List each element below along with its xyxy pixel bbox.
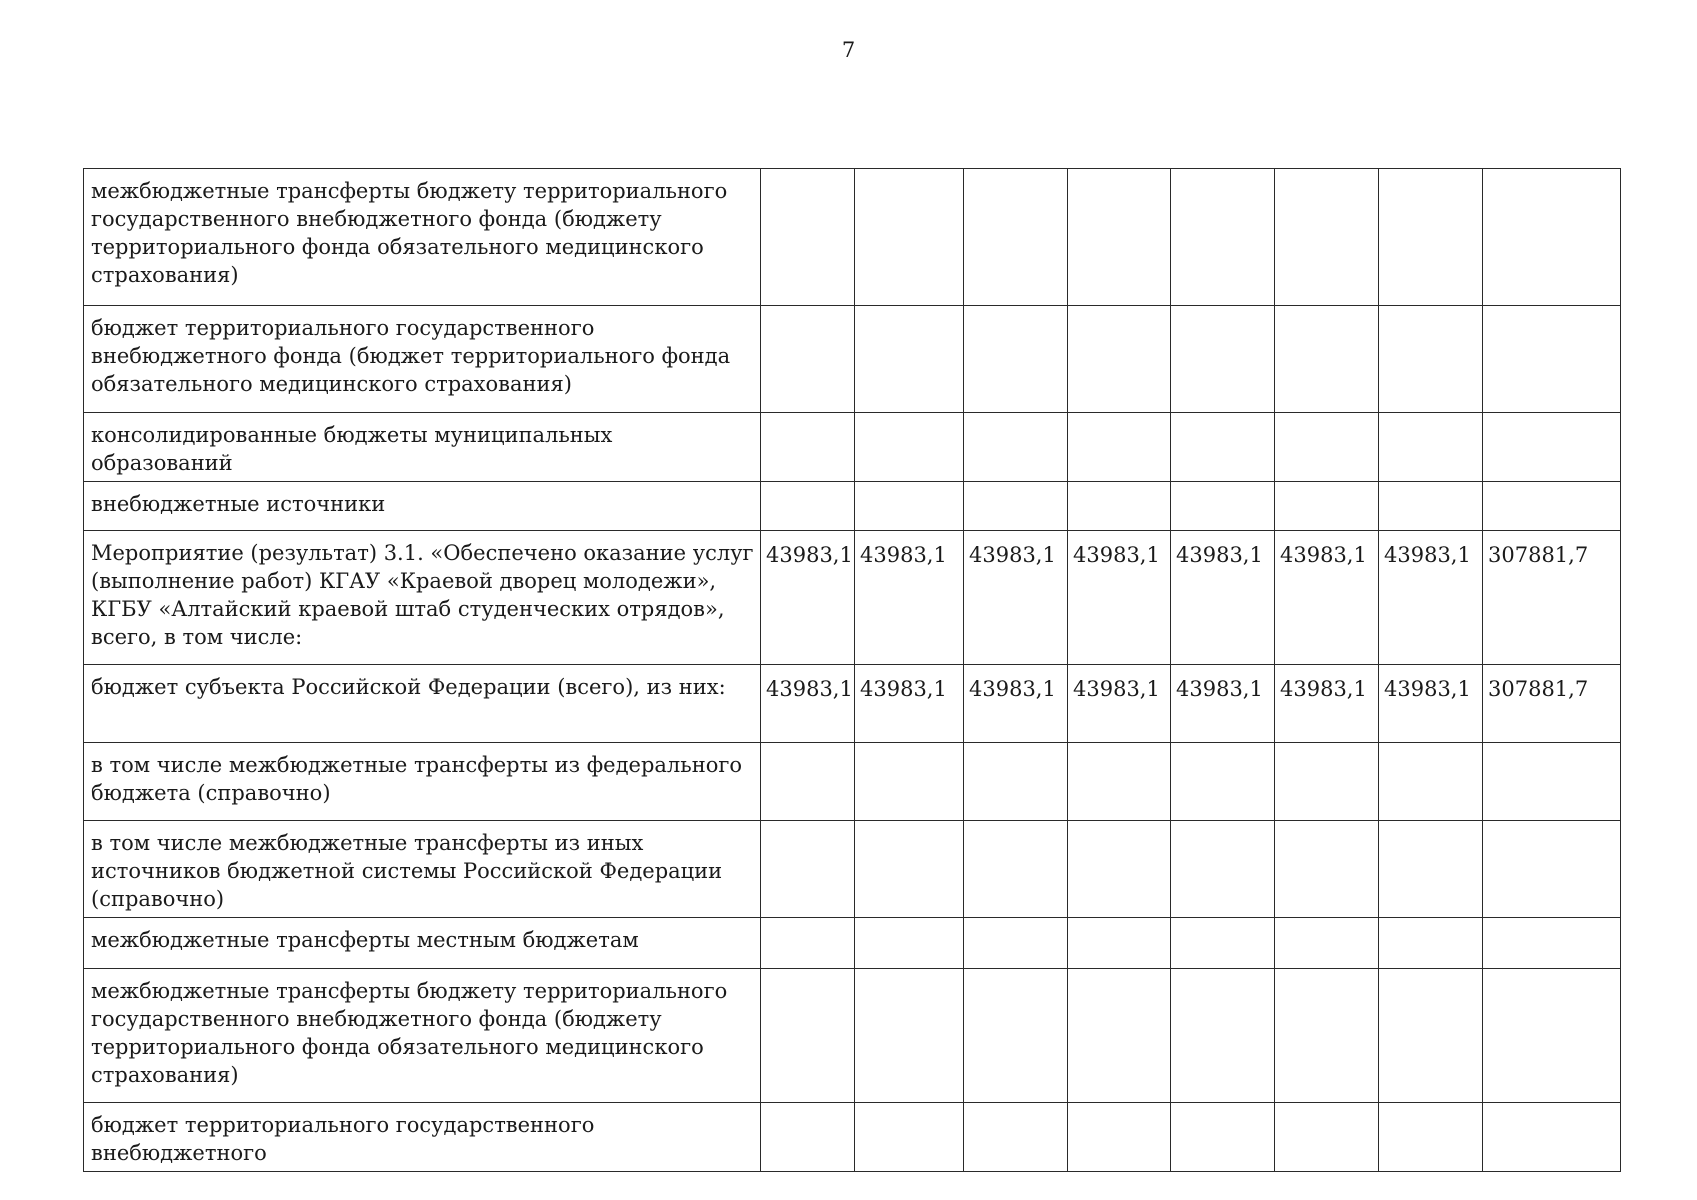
row-label: бюджет субъекта Российской Федерации (всего), из них: bbox=[84, 665, 761, 743]
value-cell bbox=[1171, 918, 1275, 969]
value-cell bbox=[1275, 969, 1379, 1103]
value-cell bbox=[1068, 1103, 1171, 1172]
value-cell bbox=[1275, 169, 1379, 306]
row-label: бюджет территориального государственного внебюджетного фонда (бюджет территориального фонда обязательного медицинского страхования) bbox=[84, 306, 761, 413]
row-label: межбюджетные трансферты бюджету территориального государственного внебюджетного фонда (бюджету территориального фонда обязательного медицинского страхования) bbox=[84, 969, 761, 1103]
value-cell bbox=[1171, 743, 1275, 821]
value-cell bbox=[1275, 306, 1379, 413]
total-cell bbox=[1483, 413, 1621, 482]
value-cell bbox=[1068, 413, 1171, 482]
value-cell: 43983,1 bbox=[1275, 665, 1379, 743]
value-cell bbox=[964, 969, 1068, 1103]
value-cell bbox=[964, 821, 1068, 918]
row-label: межбюджетные трансферты местным бюджетам bbox=[84, 918, 761, 969]
value-cell bbox=[1379, 306, 1483, 413]
row-label: внебюджетные источники bbox=[84, 482, 761, 531]
row-label: бюджет территориального государственного внебюджетного bbox=[84, 1103, 761, 1172]
value-cell bbox=[964, 743, 1068, 821]
value-cell: 43983,1 bbox=[1068, 665, 1171, 743]
value-cell bbox=[855, 969, 964, 1103]
value-cell: 43983,1 bbox=[761, 665, 855, 743]
value-cell bbox=[964, 918, 1068, 969]
value-cell bbox=[855, 918, 964, 969]
table-row bbox=[84, 306, 1621, 413]
total-cell bbox=[1483, 821, 1621, 918]
value-cell bbox=[1068, 821, 1171, 918]
value-cell bbox=[1171, 482, 1275, 531]
value-cell bbox=[761, 918, 855, 969]
value-cell bbox=[964, 306, 1068, 413]
total-cell: 307881,7 bbox=[1483, 665, 1621, 743]
value-cell: 43983,1 bbox=[855, 531, 964, 665]
value-cell bbox=[855, 169, 964, 306]
value-cell bbox=[964, 482, 1068, 531]
value-cell bbox=[855, 743, 964, 821]
value-cell bbox=[1171, 169, 1275, 306]
value-cell: 43983,1 bbox=[1171, 665, 1275, 743]
value-cell bbox=[1171, 306, 1275, 413]
value-cell bbox=[761, 821, 855, 918]
total-cell bbox=[1483, 482, 1621, 531]
value-cell bbox=[964, 413, 1068, 482]
value-cell bbox=[1171, 1103, 1275, 1172]
table-row bbox=[84, 413, 1621, 482]
value-cell bbox=[855, 306, 964, 413]
value-cell bbox=[761, 1103, 855, 1172]
value-cell bbox=[761, 306, 855, 413]
value-cell bbox=[761, 969, 855, 1103]
value-cell bbox=[1275, 918, 1379, 969]
value-cell bbox=[1275, 413, 1379, 482]
value-cell: 43983,1 bbox=[1379, 665, 1483, 743]
value-cell bbox=[1379, 413, 1483, 482]
table-row bbox=[84, 821, 1621, 918]
row-label: Мероприятие (результат) 3.1. «Обеспечено оказание услуг (выполнение работ) КГАУ «Краевой дворец молодежи», КГБУ «Алтайский краевой штаб студенческих отрядов», всего, в том числе: bbox=[84, 531, 761, 665]
total-cell bbox=[1483, 169, 1621, 306]
table-row bbox=[84, 743, 1621, 821]
value-cell bbox=[1275, 1103, 1379, 1172]
value-cell bbox=[1068, 743, 1171, 821]
value-cell bbox=[855, 1103, 964, 1172]
value-cell bbox=[1068, 969, 1171, 1103]
table-row bbox=[84, 482, 1621, 531]
value-cell bbox=[1379, 918, 1483, 969]
table-row bbox=[84, 1103, 1621, 1172]
row-label: в том числе межбюджетные трансферты из иных источников бюджетной системы Российской Федерации (справочно) bbox=[84, 821, 761, 918]
value-cell bbox=[1379, 821, 1483, 918]
value-cell: 43983,1 bbox=[964, 531, 1068, 665]
table-row bbox=[84, 531, 1621, 665]
value-cell bbox=[1171, 969, 1275, 1103]
table-row bbox=[84, 969, 1621, 1103]
value-cell bbox=[1379, 1103, 1483, 1172]
row-label: межбюджетные трансферты бюджету территориального государственного внебюджетного фонда (бюджету территориального фонда обязательного медицинского страхования) bbox=[84, 169, 761, 306]
value-cell bbox=[855, 482, 964, 531]
value-cell bbox=[1275, 821, 1379, 918]
budget-table bbox=[83, 168, 1621, 1172]
total-cell bbox=[1483, 918, 1621, 969]
value-cell bbox=[761, 169, 855, 306]
value-cell: 43983,1 bbox=[1379, 531, 1483, 665]
value-cell bbox=[1068, 169, 1171, 306]
value-cell bbox=[761, 482, 855, 531]
value-cell bbox=[1379, 969, 1483, 1103]
value-cell bbox=[964, 169, 1068, 306]
value-cell bbox=[1275, 482, 1379, 531]
value-cell bbox=[855, 821, 964, 918]
value-cell: 43983,1 bbox=[964, 665, 1068, 743]
budget-table-container bbox=[83, 168, 1620, 1172]
value-cell: 43983,1 bbox=[761, 531, 855, 665]
value-cell: 43983,1 bbox=[1068, 531, 1171, 665]
row-label: консолидированные бюджеты муниципальных образований bbox=[84, 413, 761, 482]
page-number: 7 bbox=[841, 38, 856, 62]
value-cell bbox=[1171, 413, 1275, 482]
value-cell bbox=[1068, 482, 1171, 531]
value-cell: 43983,1 bbox=[1275, 531, 1379, 665]
value-cell bbox=[964, 1103, 1068, 1172]
value-cell bbox=[1171, 821, 1275, 918]
table-body bbox=[84, 169, 1621, 1172]
value-cell bbox=[1379, 169, 1483, 306]
value-cell bbox=[1275, 743, 1379, 821]
value-cell bbox=[1068, 918, 1171, 969]
value-cell bbox=[761, 413, 855, 482]
total-cell bbox=[1483, 306, 1621, 413]
table-row bbox=[84, 169, 1621, 306]
total-cell bbox=[1483, 969, 1621, 1103]
total-cell bbox=[1483, 1103, 1621, 1172]
total-cell bbox=[1483, 743, 1621, 821]
value-cell bbox=[1379, 482, 1483, 531]
value-cell bbox=[855, 413, 964, 482]
table-row bbox=[84, 665, 1621, 743]
value-cell: 43983,1 bbox=[855, 665, 964, 743]
row-label: в том числе межбюджетные трансферты из федерального бюджета (справочно) bbox=[84, 743, 761, 821]
value-cell: 43983,1 bbox=[1171, 531, 1275, 665]
table-row bbox=[84, 918, 1621, 969]
value-cell bbox=[761, 743, 855, 821]
total-cell: 307881,7 bbox=[1483, 531, 1621, 665]
value-cell bbox=[1068, 306, 1171, 413]
value-cell bbox=[1379, 743, 1483, 821]
